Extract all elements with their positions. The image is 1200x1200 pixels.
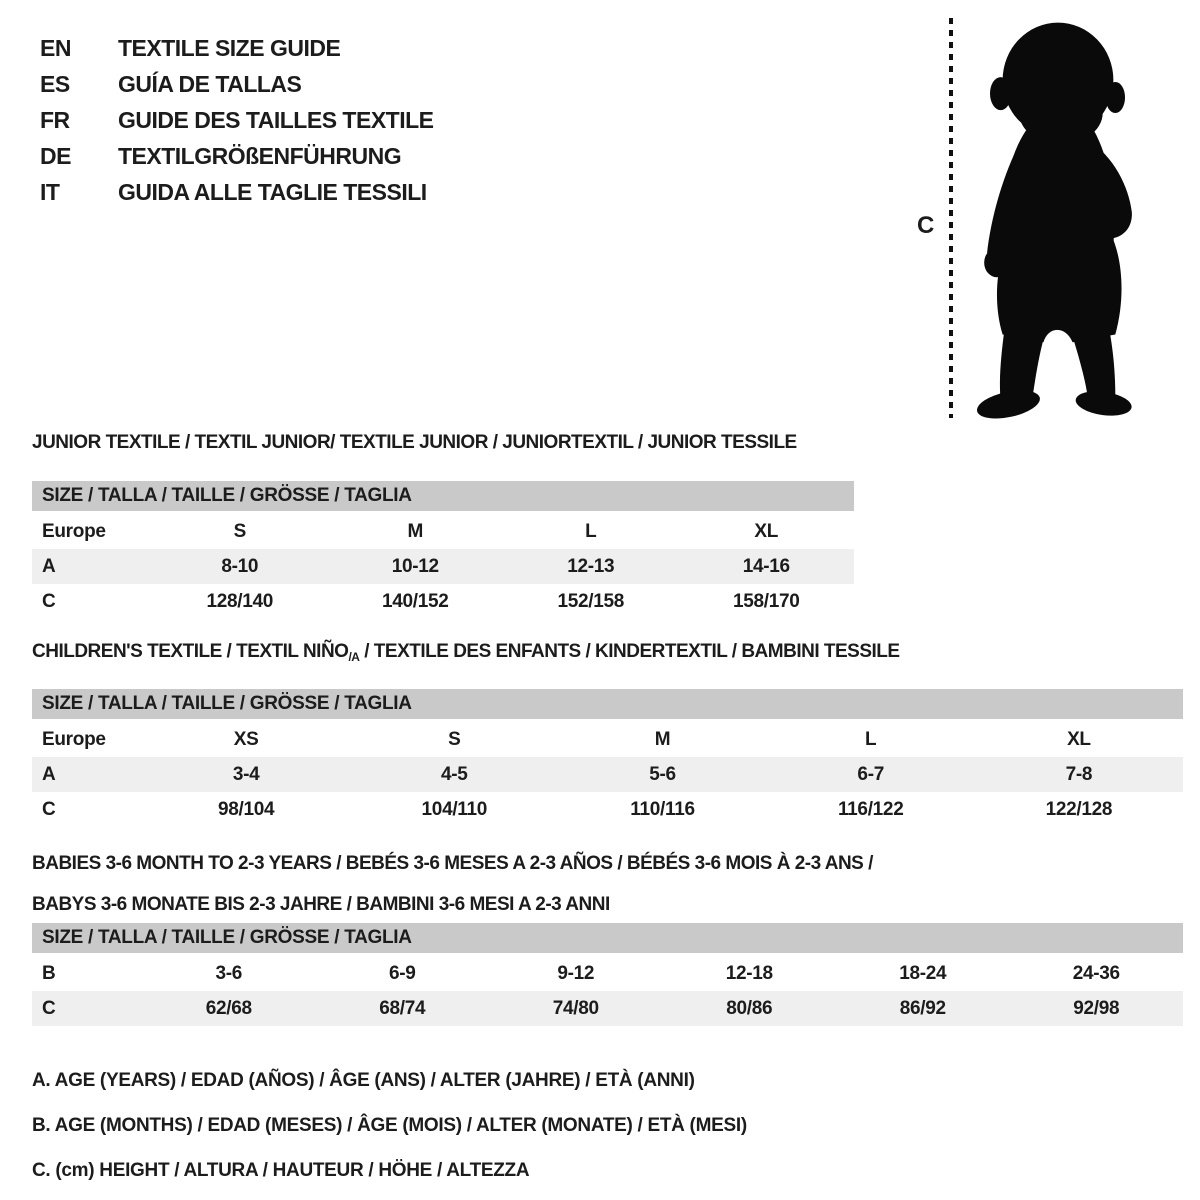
size-value-cell: 18-24	[899, 962, 947, 984]
babies-size-table	[32, 923, 1183, 1026]
language-row	[40, 138, 434, 174]
row-label: C	[42, 798, 56, 820]
babies-table-rows	[32, 956, 1183, 1026]
size-table-row	[32, 991, 1183, 1026]
language-title: GUIDE DES TAILLES TEXTILE	[118, 106, 434, 133]
legend-line-b: B. AGE (MONTHS) / EDAD (MESES) / ÂGE (MOIS) / ALTER (MONATE) / ETÀ (MESI)	[32, 1114, 747, 1136]
size-value-cell: 12-18	[725, 962, 773, 984]
size-value-cell: 3-4	[232, 763, 260, 785]
size-value-cell: 116/122	[837, 798, 904, 820]
language-code: ES	[40, 70, 70, 97]
row-label: Europe	[42, 728, 106, 750]
height-measure-label: C	[917, 212, 935, 239]
size-header-bar: SIZE / TALLA / TAILLE / GRÖSSE / TAGLIA	[32, 923, 1183, 953]
language-code: EN	[40, 34, 71, 61]
size-value-cell: 110/116	[630, 798, 695, 820]
size-value-cell: 8-10	[221, 555, 259, 577]
size-value-cell: S	[448, 728, 461, 750]
size-value-cell: 10-12	[391, 555, 439, 577]
size-value-cell: 7-8	[1065, 763, 1093, 785]
size-value-cell: 14-16	[742, 555, 790, 577]
language-row	[40, 102, 434, 138]
language-title: TEXTILGRÖßENFÜHRUNG	[118, 142, 402, 169]
height-measure-figure	[905, 10, 1170, 422]
row-label: C	[42, 997, 56, 1019]
babies-title-line1: BABIES 3-6 MONTH TO 2-3 YEARS / BEBÉS 3-6 MESES A 2-3 AÑOS / BÉBÉS 3-6 MOIS À 2-3 ANS /	[32, 853, 873, 874]
size-value-cell: 98/104	[217, 798, 275, 820]
size-value-cell: 6-9	[388, 962, 416, 984]
size-value-cell: 128/140	[206, 590, 274, 612]
legend-line-c: C. (cm) HEIGHT / ALTURA / HAUTEUR / HÖHE / ALTEZZA	[32, 1159, 530, 1181]
legend-line-a: A. AGE (YEARS) / EDAD (AÑOS) / ÂGE (ANS) / ALTER (JAHRE) / ETÀ (ANNI)	[32, 1069, 695, 1091]
size-value-cell: 6-7	[857, 763, 884, 785]
abc-legend	[32, 1058, 747, 1193]
size-value-cell: 152/158	[557, 590, 625, 612]
size-value-cell: 68/74	[379, 997, 426, 1019]
children-title-pre: CHILDREN'S TEXTILE / TEXTIL NIÑO	[32, 641, 349, 662]
toddler-silhouette	[963, 12, 1153, 420]
size-value-cell: 3-6	[215, 962, 243, 984]
size-table-row	[32, 549, 854, 584]
size-value-cell: 24-36	[1072, 962, 1120, 984]
size-table-row	[32, 956, 1183, 991]
size-table-row	[32, 757, 1183, 792]
junior-table-rows	[32, 514, 854, 619]
language-code: FR	[40, 106, 70, 133]
junior-section-title: JUNIOR TEXTILE / TEXTIL JUNIOR/ TEXTILE JUNIOR / JUNIORTEXTIL / JUNIOR TESSILE	[32, 432, 797, 453]
junior-size-table	[32, 481, 854, 619]
size-value-cell: 5-6	[649, 763, 676, 785]
size-value-cell: XL	[754, 520, 779, 542]
language-code: DE	[40, 142, 71, 169]
language-row	[40, 30, 434, 66]
size-value-cell: XS	[233, 728, 259, 750]
children-title-subscript: /A	[348, 650, 360, 664]
language-title: GUIDA ALLE TAGLIE TESSILI	[118, 178, 427, 205]
size-value-cell: 12-13	[567, 555, 615, 577]
size-table-row	[32, 792, 1183, 827]
size-value-cell: 122/128	[1045, 798, 1113, 820]
size-value-cell: 80/86	[726, 997, 773, 1019]
size-header-bar: SIZE / TALLA / TAILLE / GRÖSSE / TAGLIA	[32, 481, 854, 511]
size-table-row	[32, 722, 1183, 757]
children-section-title	[32, 641, 900, 664]
size-value-cell: M	[654, 728, 671, 750]
size-value-cell: 92/98	[1073, 997, 1120, 1019]
row-label: Europe	[42, 520, 106, 542]
language-title: GUÍA DE TALLAS	[118, 70, 302, 97]
size-value-cell: M	[407, 520, 424, 542]
size-value-cell: 62/68	[205, 997, 252, 1019]
children-title-post: / TEXTILE DES ENFANTS / KINDERTEXTIL / BAMBINI TESSILE	[359, 641, 900, 662]
size-value-cell: 74/80	[552, 997, 599, 1019]
size-value-cell: L	[585, 520, 597, 542]
size-header-bar: SIZE / TALLA / TAILLE / GRÖSSE / TAGLIA	[32, 689, 1183, 719]
size-value-cell: 4-5	[441, 763, 468, 785]
size-value-cell: L	[865, 728, 877, 750]
size-value-cell: 9-12	[557, 962, 595, 984]
babies-title-line2: BABYS 3-6 MONATE BIS 2-3 JAHRE / BAMBINI 3-6 MESI A 2-3 ANNI	[32, 894, 610, 915]
row-label: B	[42, 962, 56, 984]
language-title-list	[40, 30, 434, 210]
size-value-cell: XL	[1067, 728, 1091, 750]
size-value-cell: 140/152	[381, 590, 449, 612]
height-dashed-line	[949, 18, 953, 418]
size-value-cell: 158/170	[732, 590, 800, 612]
size-value-cell: 86/92	[899, 997, 946, 1019]
size-value-cell: S	[233, 520, 246, 542]
children-table-rows	[32, 722, 1183, 827]
row-label: A	[42, 763, 56, 785]
row-label: C	[42, 590, 56, 612]
language-row	[40, 66, 434, 102]
babies-section-title	[32, 843, 873, 925]
language-row	[40, 174, 434, 210]
size-table-row	[32, 514, 854, 549]
language-code: IT	[40, 178, 60, 205]
children-size-table	[32, 689, 1183, 827]
language-title: TEXTILE SIZE GUIDE	[118, 34, 341, 61]
size-table-row	[32, 584, 854, 619]
size-value-cell: 104/110	[421, 798, 488, 820]
row-label: A	[42, 555, 56, 577]
